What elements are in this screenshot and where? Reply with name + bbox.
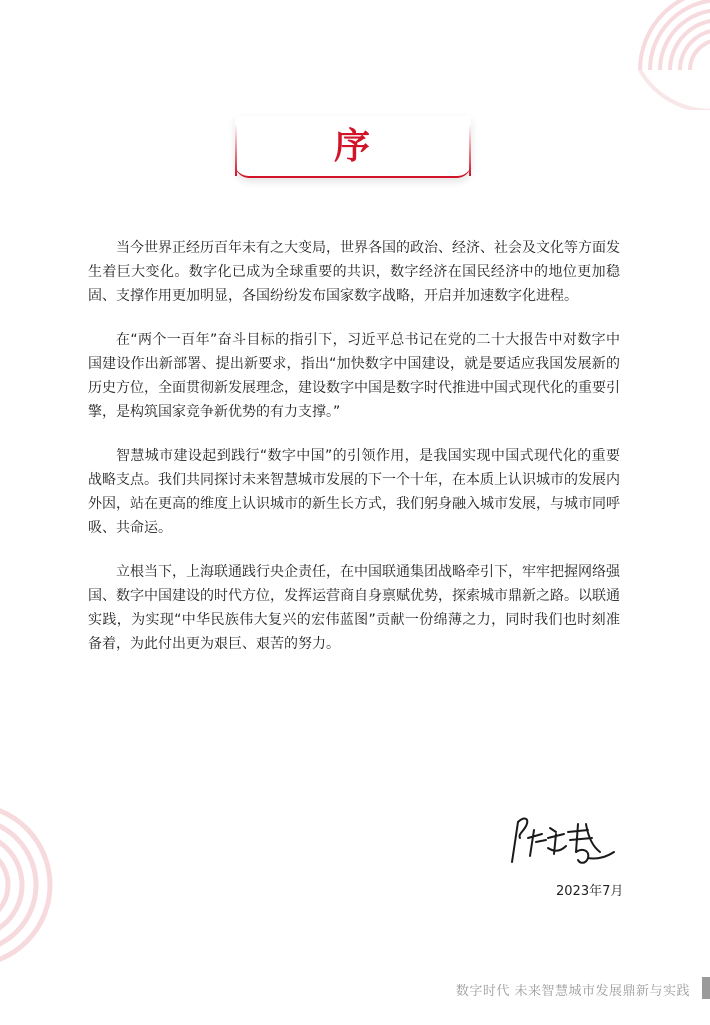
paragraph-3: 智慧城市建设起到践行“数字中国”的引领作用，是我国实现中国式现代化的重要战略支点。我们共同探讨未来智慧城市发展的下一个十年，在本质上认识城市的发展内外因，站在更高的维度上认识城市的新生长方式，我们躬身融入城市发展，与城市同呼吸、共命运。 <box>88 448 620 536</box>
title-box <box>235 116 471 178</box>
paragraph-2: 在“两个一百年”奋斗目标的指引下，习近平总书记在党的二十大报告中对数字中国建设作出新部署、提出新要求，指出“加快数字中国建设，就是要适应我国发展新的历史方位，全面贯彻新发展理念，建设数字中国是数字时代推进中国式现代化的重要引擎，是构筑国家竞争新优势的有力支撑。” <box>88 332 620 420</box>
body-text <box>88 236 620 676</box>
footer-title: 数字时代 未来智慧城市发展鼎新与实践 <box>455 984 690 999</box>
handwritten-signature <box>506 812 618 868</box>
date: 2023年7月 <box>556 884 624 899</box>
decorative-arcs-bottom <box>0 795 110 965</box>
page-title: 序 <box>333 126 372 167</box>
paragraph-4: 立根当下，上海联通践行央企责任，在中国联通集团战略牵引下，牢牢把握网络强国、数字中国建设的时代方位，发挥运营商自身禀赋优势，探索城市鼎新之路。以联通实践，为实现“中华民族伟大复兴的宏伟蓝图”贡献一份绵薄之力，同时我们也时刻准备着，为此付出更为艰巨、艰苦的努力。 <box>88 564 620 652</box>
footer-bar <box>702 977 710 999</box>
paragraph-1: 当今世界正经历百年未有之大变局，世界各国的政治、经济、社会及文化等方面发生着巨大变化。数字化已成为全球重要的共识，数字经济在国民经济中的地位更加稳固、支撑作用更加明显，各国纷纷发布国家数字战略，开启并加速数字化进程。 <box>88 240 620 304</box>
decorative-arcs-top <box>630 0 710 110</box>
